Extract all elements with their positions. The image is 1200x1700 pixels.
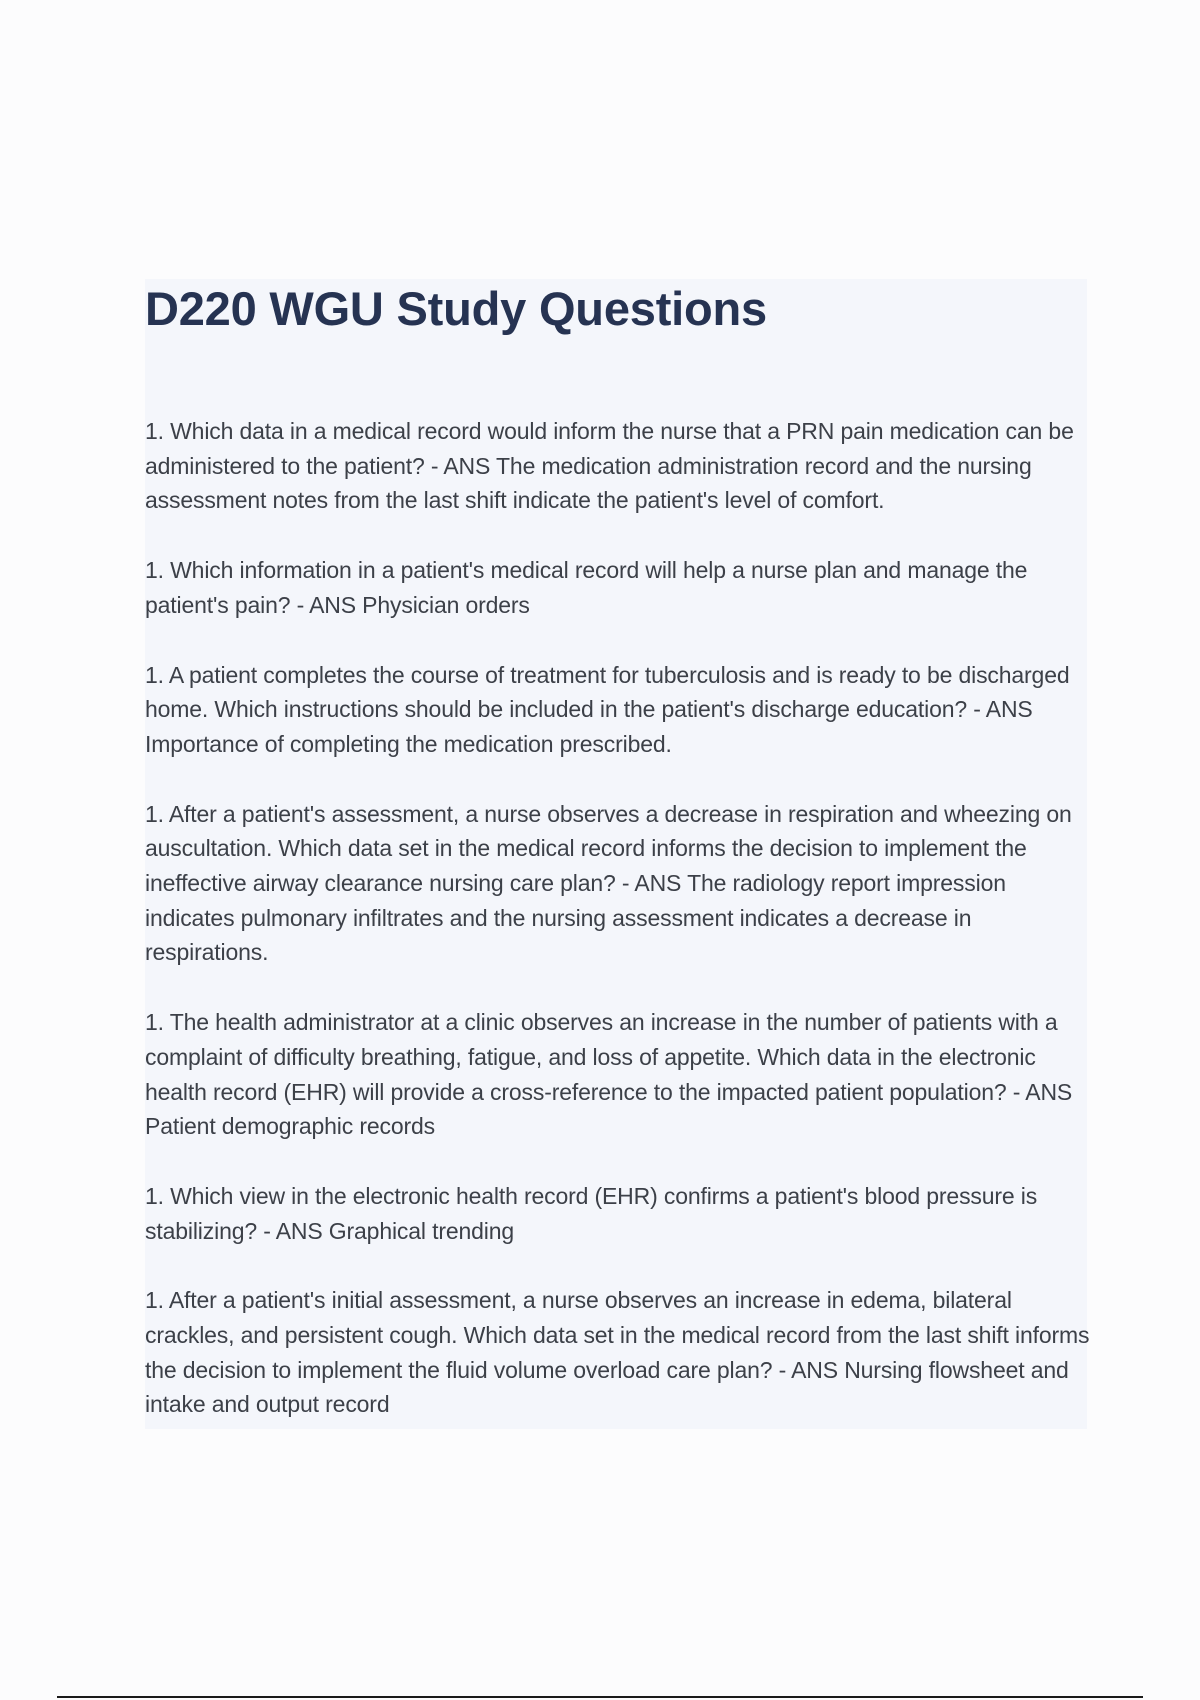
document-title: D220 WGU Study Questions bbox=[145, 282, 767, 335]
document-content bbox=[145, 279, 1090, 1429]
question-item: 1. Which information in a patient's medical record will help a nurse plan and manage the patient's pain? - ANS Physician orders bbox=[145, 557, 1028, 618]
question-item: 1. Which view in the electronic health record (EHR) confirms a patient's blood pressure is stabilizing? - ANS Graphical trending bbox=[145, 1182, 1038, 1244]
question-item: 1. After a patient's assessment, a nurse observes a decrease in respiration and wheezing on auscultation. Which data set in the medical record informs the decision to implement the ineffective airway clearance nursing care plan? - ANS The radiology report impression indicates pulmonary infiltrates and the nursing assessment indicates a decrease in respirations. bbox=[145, 800, 1072, 966]
page-bottom-divider bbox=[57, 1696, 1143, 1698]
question-list bbox=[145, 414, 1090, 1457]
question-item: 1. The health administrator at a clinic observes an increase in the number of patients with a complaint of difficulty breathing, fatigue, and loss of appetite. Which data in the electronic health record (EHR) will provide a cross-reference to the impacted patient population? - ANS Patient demographic records bbox=[145, 1009, 1073, 1140]
question-item: 1. Which data in a medical record would inform the nurse that a PRN pain medication can be administered to the patient? - ANS The medication administration record and the nursing assessment notes from the last shift indicate the patient's level of comfort. bbox=[145, 418, 1074, 514]
question-item: 1. A patient completes the course of treatment for tuberculosis and is ready to be discharged home. Which instructions should be included in the patient's discharge education? - ANS Importance of completing the medication prescribed. bbox=[145, 661, 1070, 757]
question-item: 1. After a patient's initial assessment, a nurse observes an increase in edema, bilateral crackles, and persistent cough. Which data set in the medical record from the last shift informs the decision to implement the fluid volume overload care plan? - ANS Nursing flowsheet and intake and output record bbox=[145, 1287, 1090, 1418]
